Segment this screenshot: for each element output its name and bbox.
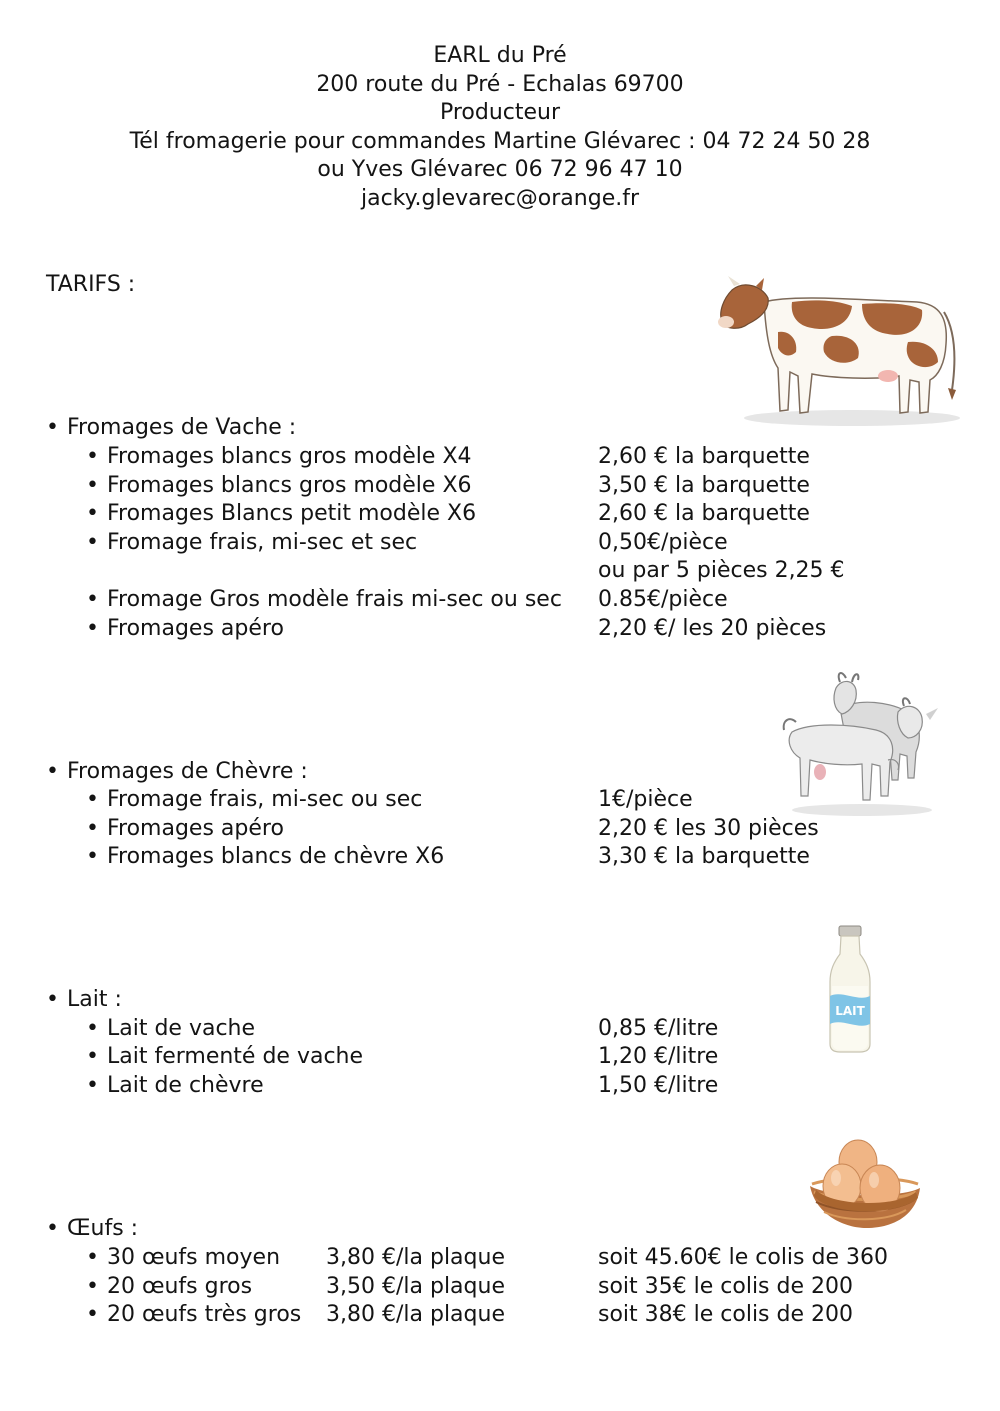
- list-item: • Fromage frais, mi-sec ou sec: [86, 786, 422, 815]
- price-value: 3,80 €/la plaque: [326, 1302, 505, 1327]
- tarifs-heading: TARIFS :: [46, 272, 136, 297]
- list-item: • Fromages apéro: [86, 815, 284, 844]
- price-value: 2,20 €/ les 20 pièces: [598, 616, 827, 641]
- farm-role: Producteur: [439, 100, 561, 126]
- list-item: • Fromages blancs de chèvre X6: [86, 843, 444, 872]
- section-title-chevre: • Fromages de Chèvre :: [46, 758, 308, 787]
- list-item: • Fromage frais, mi-sec et sec: [86, 529, 417, 558]
- list-item: • 30 œufs moyen: [86, 1244, 280, 1273]
- price-value: 3,30 € la barquette: [598, 844, 810, 869]
- cow-icon: [712, 272, 962, 434]
- section-title-oeufs: • Œufs :: [46, 1215, 138, 1244]
- colis-value: soit 38€ le colis de 200: [598, 1302, 853, 1327]
- list-item: • Fromages blancs gros modèle X4: [86, 443, 472, 472]
- list-item: • Fromage Gros modèle frais mi-sec ou sec: [86, 586, 562, 615]
- list-item: • Fromages blancs gros modèle X6: [86, 472, 472, 501]
- price-value: 1€/pièce: [598, 787, 693, 812]
- price-value: 3,50 €/la plaque: [326, 1274, 505, 1299]
- price-value: 2,60 € la barquette: [598, 444, 810, 469]
- colis-value: soit 45.60€ le colis de 360: [598, 1245, 888, 1270]
- list-item: • Lait de vache: [86, 1015, 255, 1044]
- email-link[interactable]: jacky.glevarec@orange.fr: [360, 185, 640, 211]
- phone-martine: Tél fromagerie pour commandes Martine Glévarec : 04 72 24 50 28: [129, 128, 871, 154]
- price-value: 1,20 €/litre: [598, 1044, 719, 1069]
- price-value: 0,85 €/litre: [598, 1016, 719, 1041]
- header: [0, 42, 1000, 214]
- bottle-label: LAIT: [835, 1004, 865, 1018]
- price-value: 3,50 € la barquette: [598, 473, 810, 498]
- section-title-vache: • Fromages de Vache :: [46, 414, 296, 443]
- eggs-nest-icon: [806, 1136, 924, 1232]
- phone-yves: ou Yves Glévarec 06 72 96 47 10: [317, 157, 683, 183]
- price-value: 2,20 € les 30 pièces: [598, 816, 819, 841]
- price-value: 0,50€/pièce: [598, 530, 728, 555]
- colis-value: soit 35€ le colis de 200: [598, 1274, 853, 1299]
- list-item: • Lait fermenté de vache: [86, 1043, 363, 1072]
- section-title-lait: • Lait :: [46, 986, 122, 1015]
- list-item: • Lait de chèvre: [86, 1072, 264, 1101]
- price-value: 2,60 € la barquette: [598, 501, 810, 526]
- price-value: ou par 5 pièces 2,25 €: [598, 558, 845, 583]
- list-item: • 20 œufs très gros: [86, 1301, 301, 1330]
- price-value: 1,50 €/litre: [598, 1073, 719, 1098]
- list-item: • Fromages apéro: [86, 615, 284, 644]
- farm-address: 200 route du Pré - Echalas 69700: [316, 71, 684, 97]
- price-value: 0.85€/pièce: [598, 587, 728, 612]
- goat-icon: [780, 668, 942, 820]
- price-value: 3,80 €/la plaque: [326, 1245, 505, 1270]
- farm-name: EARL du Pré: [433, 43, 567, 68]
- milk-bottle-icon: [826, 924, 874, 1054]
- list-item: • Fromages Blancs petit modèle X6: [86, 500, 476, 529]
- list-item: • 20 œufs gros: [86, 1273, 252, 1302]
